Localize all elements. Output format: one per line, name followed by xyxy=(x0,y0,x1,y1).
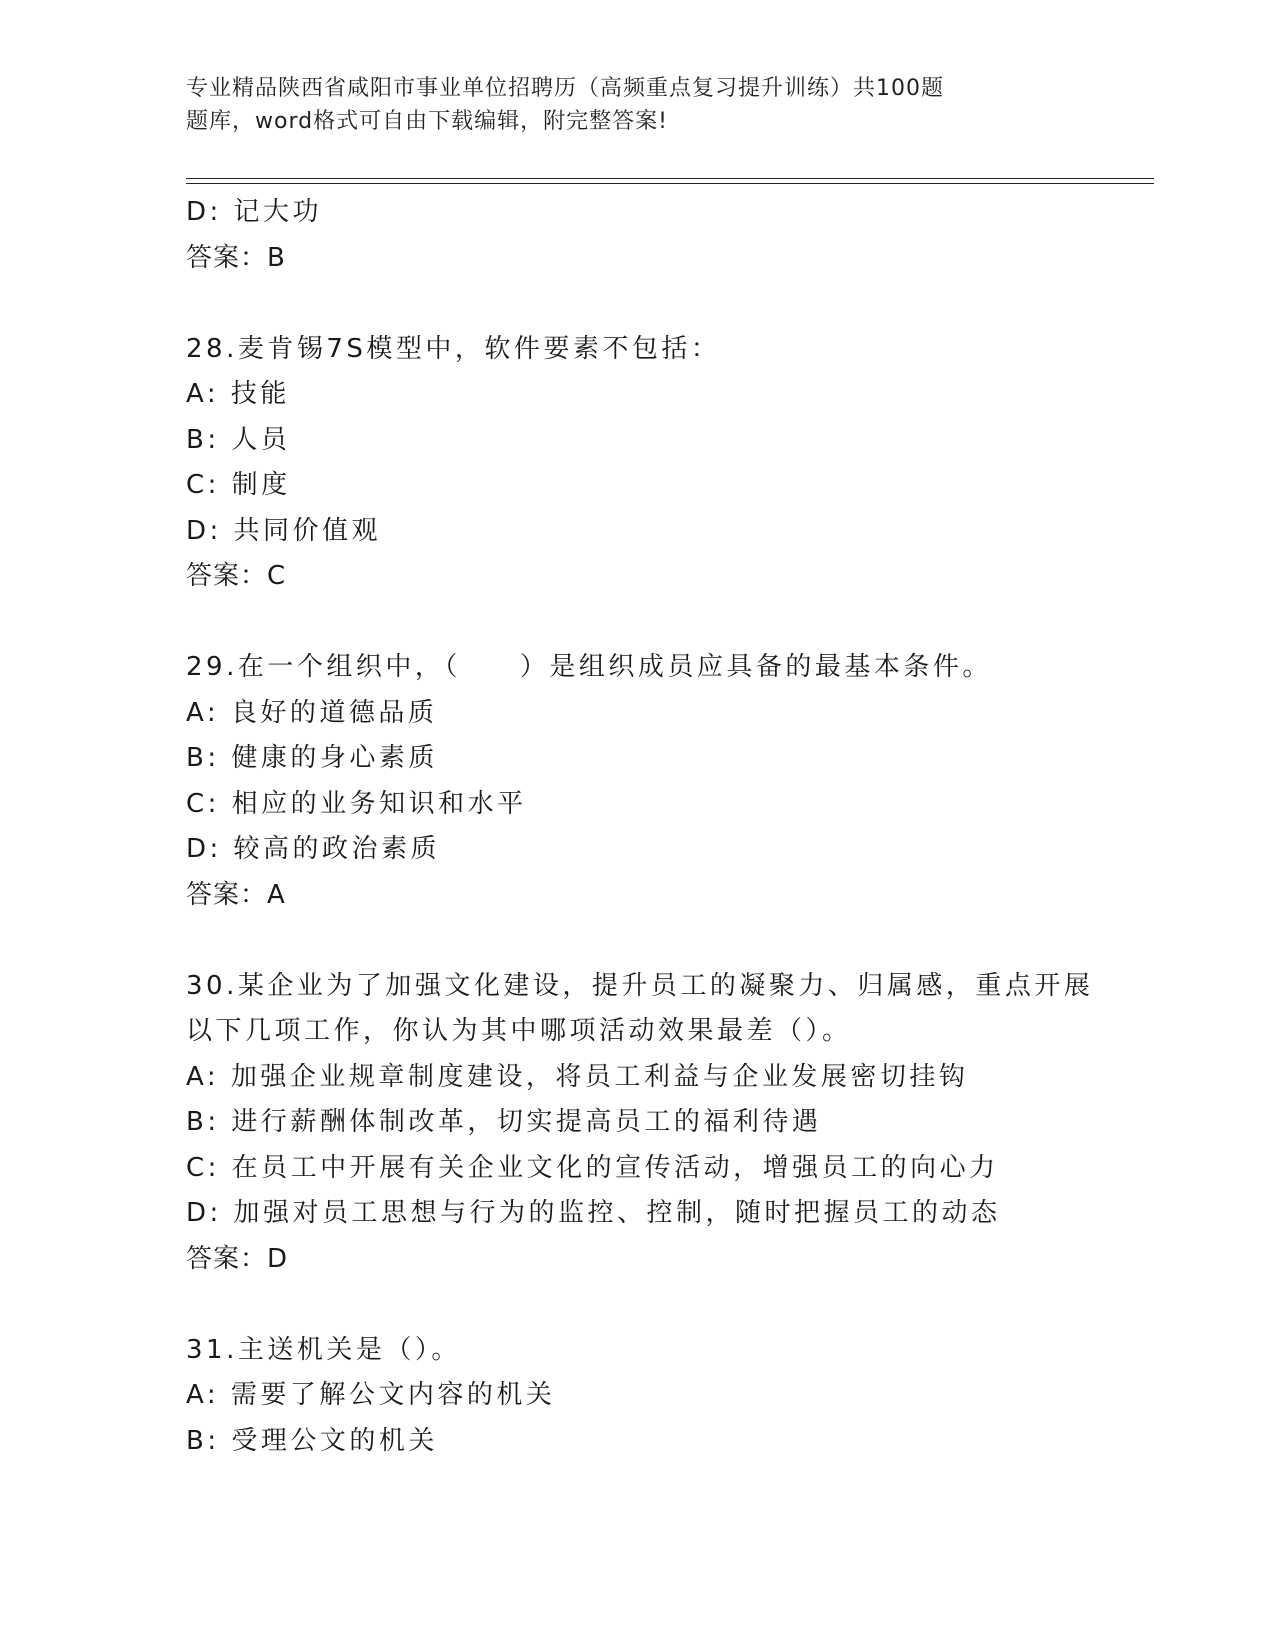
question-gap xyxy=(186,600,1086,646)
question-31-option-a: A: 需要了解公文内容的机关 xyxy=(186,1380,556,1410)
question-28-option-a: A: 技能 xyxy=(186,379,290,409)
header-title-line-2: 题库，word格式可自由下载编辑，附完整答案! xyxy=(186,109,668,134)
document-header xyxy=(186,72,1016,138)
question-30-stem-line-1: 30.某企业为了加强文化建设，提升员工的凝聚力、归属感，重点开展 xyxy=(186,970,1094,1001)
prev-option-d: D: 记大功 xyxy=(186,197,323,227)
question-29-option-c: C: 相应的业务知识和水平 xyxy=(186,788,527,819)
question-29-option-a: A: 良好的道德品质 xyxy=(186,697,438,728)
question-30-option-b: B: 进行薪酬体制改革，切实提高员工的福利待遇 xyxy=(186,1107,822,1137)
question-30-option-a: A: 加强企业规章制度建设，将员工利益与企业发展密切挂钩 xyxy=(186,1061,969,1092)
question-gap xyxy=(186,281,1086,327)
prev-answer: 答案：B xyxy=(186,242,286,273)
header-divider-top xyxy=(186,178,1154,179)
question-31-stem: 31.主送机关是（）。 xyxy=(186,1334,461,1365)
header-divider-bottom xyxy=(186,183,1154,184)
question-28-stem: 28.麦肯锡7S模型中，软件要素不包括： xyxy=(186,333,721,364)
question-30-option-c: C: 在员工中开展有关企业文化的宣传活动，增强员工的向心力 xyxy=(186,1152,999,1183)
header-title-line-1: 专业精品陕西省咸阳市事业单位招聘历（高频重点复习提升训练）共100题 xyxy=(186,76,944,101)
question-29-stem: 29.在一个组织中，（ ）是组织成员应具备的最基本条件。 xyxy=(186,652,992,682)
question-29-answer: 答案：A xyxy=(186,879,286,910)
question-29-option-d: D: 较高的政治素质 xyxy=(186,834,441,864)
question-28-option-d: D: 共同价值观 xyxy=(186,515,382,546)
question-30-option-d: D: 加强对员工思想与行为的监控、控制，随时把握员工的动态 xyxy=(186,1198,1001,1228)
question-list xyxy=(186,190,1094,1464)
question-gap xyxy=(186,918,1086,964)
question-28-answer: 答案：C xyxy=(186,561,287,591)
question-28-option-c: C: 制度 xyxy=(186,470,291,500)
question-30-stem-line-2: 以下几项工作，你认为其中哪项活动效果最差（）。 xyxy=(186,1016,852,1046)
question-28 xyxy=(186,327,1086,600)
question-gap xyxy=(186,1282,1086,1328)
question-30-answer: 答案：D xyxy=(186,1243,289,1274)
question-28-option-b: B: 人员 xyxy=(186,424,291,455)
question-29-option-b: B: 健康的身心素质 xyxy=(186,743,438,773)
question-30 xyxy=(186,964,1094,1283)
question-31 xyxy=(186,1328,1086,1465)
question-29 xyxy=(186,645,1086,918)
question-31-option-b: B: 受理公文的机关 xyxy=(186,1425,438,1456)
